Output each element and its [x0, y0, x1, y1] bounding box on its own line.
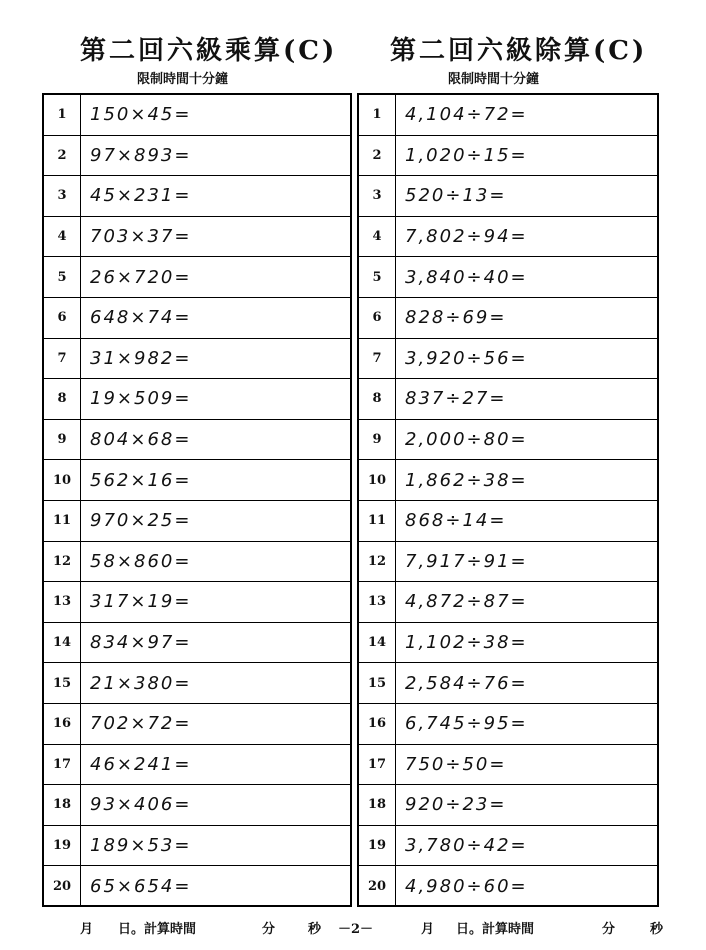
problem-number: 14	[52, 635, 72, 651]
problem-expression: 1,102÷38=	[405, 632, 528, 654]
division-problem-row	[359, 623, 657, 664]
problem-expression: 2,584÷76=	[405, 672, 528, 694]
division-problem-row	[359, 420, 657, 461]
division-problem-row	[359, 298, 657, 339]
problem-number: 12	[367, 553, 387, 569]
division-problem-row	[359, 663, 657, 704]
multiplication-problem-row	[44, 379, 350, 420]
problem-number: 8	[372, 391, 382, 407]
division-problem-row	[359, 704, 657, 745]
division-problem-row	[359, 339, 657, 380]
problem-number: 16	[52, 716, 72, 732]
division-problem-row	[359, 745, 657, 786]
problem-expression: 65×654=	[90, 876, 192, 898]
problem-expression: 562×16=	[90, 469, 192, 491]
multiplication-problem-row	[44, 136, 350, 177]
footer-right-seconds: 秒	[650, 922, 664, 937]
problem-expression: 6,745÷95=	[405, 713, 528, 735]
division-time-limit: 限制時間十分鐘	[448, 72, 540, 87]
footer-right-day-time: 日。計算時間	[456, 922, 535, 937]
division-problem-row	[359, 582, 657, 623]
multiplication-problem-row	[44, 420, 350, 461]
problem-expression: 834×97=	[90, 632, 192, 654]
division-problem-row	[359, 501, 657, 542]
problem-number: 1	[372, 107, 382, 123]
division-problem-row	[359, 217, 657, 258]
problem-expression: 45×231=	[90, 185, 192, 207]
problem-expression: 3,840÷40=	[405, 266, 528, 288]
problem-expression: 46×241=	[90, 753, 192, 775]
problem-number: 10	[52, 472, 72, 488]
problem-expression: 868÷14=	[405, 510, 507, 532]
problem-number: 3	[57, 188, 67, 204]
multiplication-problem-row	[44, 866, 350, 907]
problem-expression: 703×37=	[90, 226, 192, 248]
footer-left-month: 月	[80, 922, 94, 937]
problem-number: 15	[52, 675, 72, 691]
division-problem-row	[359, 826, 657, 867]
multiplication-problem-row	[44, 257, 350, 298]
problem-expression: 828÷69=	[405, 307, 507, 329]
multiplication-problem-row	[44, 176, 350, 217]
problem-number: 12	[52, 553, 72, 569]
multiplication-problem-row	[44, 785, 350, 826]
multiplication-problem-row	[44, 826, 350, 867]
problem-expression: 750÷50=	[405, 753, 507, 775]
problem-expression: 4,980÷60=	[405, 876, 528, 898]
multiplication-problem-row	[44, 663, 350, 704]
problem-expression: 7,802÷94=	[405, 226, 528, 248]
multiplication-problem-row	[44, 542, 350, 583]
problem-number: 7	[372, 350, 382, 366]
number-column-divider	[80, 95, 81, 905]
division-problem-row	[359, 542, 657, 583]
multiplication-problem-row	[44, 582, 350, 623]
multiplication-problem-row	[44, 623, 350, 664]
division-title: 第二回六級除算(C)	[390, 36, 648, 66]
problem-expression: 920÷23=	[405, 794, 507, 816]
footer-left-minutes: 分	[262, 922, 276, 937]
division-problem-row	[359, 136, 657, 177]
division-problem-row	[359, 379, 657, 420]
problem-number: 3	[372, 188, 382, 204]
multiplication-problem-row	[44, 298, 350, 339]
problem-expression: 31×982=	[90, 347, 192, 369]
division-table	[357, 93, 659, 907]
multiplication-problem-row	[44, 704, 350, 745]
multiplication-problem-row	[44, 745, 350, 786]
problem-expression: 648×74=	[90, 307, 192, 329]
problem-number: 7	[57, 350, 67, 366]
division-problem-row	[359, 866, 657, 907]
page-number: －2－	[338, 922, 374, 937]
problem-expression: 4,104÷72=	[405, 104, 528, 126]
problem-number: 17	[367, 756, 387, 772]
problem-number: 8	[57, 391, 67, 407]
problem-expression: 4,872÷87=	[405, 591, 528, 613]
multiplication-problem-row	[44, 217, 350, 258]
problem-expression: 21×380=	[90, 672, 192, 694]
problem-number: 20	[52, 879, 72, 895]
multiplication-title: 第二回六級乘算(C)	[80, 36, 338, 66]
division-problem-row	[359, 176, 657, 217]
problem-expression: 19×509=	[90, 388, 192, 410]
problem-number: 13	[367, 594, 387, 610]
multiplication-problem-row	[44, 95, 350, 136]
problem-expression: 702×72=	[90, 713, 192, 735]
problem-number: 6	[372, 310, 382, 326]
problem-number: 9	[57, 432, 67, 448]
footer-left-seconds: 秒	[308, 922, 322, 937]
multiplication-problem-row	[44, 460, 350, 501]
problem-expression: 26×720=	[90, 266, 192, 288]
problem-number: 5	[372, 269, 382, 285]
footer-right-minutes: 分	[602, 922, 616, 937]
problem-number: 9	[372, 432, 382, 448]
problem-number: 5	[57, 269, 67, 285]
problem-expression: 3,920÷56=	[405, 347, 528, 369]
problem-expression: 837÷27=	[405, 388, 507, 410]
multiplication-problem-row	[44, 501, 350, 542]
division-problem-row	[359, 257, 657, 298]
problem-expression: 7,917÷91=	[405, 550, 528, 572]
problem-number: 6	[57, 310, 67, 326]
problem-expression: 317×19=	[90, 591, 192, 613]
division-problem-row	[359, 95, 657, 136]
footer-left-day-time: 日。計算時間	[118, 922, 197, 937]
multiplication-problem-row	[44, 339, 350, 380]
problem-expression: 93×406=	[90, 794, 192, 816]
problem-number: 10	[367, 472, 387, 488]
multiplication-table	[42, 93, 352, 907]
problem-expression: 189×53=	[90, 834, 192, 856]
problem-number: 4	[57, 229, 67, 245]
problem-number: 1	[57, 107, 67, 123]
problem-expression: 2,000÷80=	[405, 429, 528, 451]
multiplication-time-limit: 限制時間十分鐘	[137, 72, 229, 87]
problem-expression: 97×893=	[90, 144, 192, 166]
problem-number: 15	[367, 675, 387, 691]
problem-number: 2	[57, 147, 67, 163]
problem-number: 19	[52, 837, 72, 853]
problem-number: 17	[52, 756, 72, 772]
problem-expression: 3,780÷42=	[405, 834, 528, 856]
problem-expression: 970×25=	[90, 510, 192, 532]
footer-right-month: 月	[421, 922, 435, 937]
division-problem-row	[359, 785, 657, 826]
problem-number: 16	[367, 716, 387, 732]
problem-number: 14	[367, 635, 387, 651]
problem-expression: 58×860=	[90, 550, 192, 572]
problem-expression: 520÷13=	[405, 185, 507, 207]
problem-number: 11	[367, 513, 387, 529]
problem-expression: 1,020÷15=	[405, 144, 528, 166]
problem-number: 18	[367, 797, 387, 813]
problem-expression: 804×68=	[90, 429, 192, 451]
problem-expression: 150×45=	[90, 104, 192, 126]
division-problem-row	[359, 460, 657, 501]
problem-number: 4	[372, 229, 382, 245]
problem-number: 11	[52, 513, 72, 529]
problem-number: 2	[372, 147, 382, 163]
problem-number: 18	[52, 797, 72, 813]
problem-number: 19	[367, 837, 387, 853]
problem-number: 13	[52, 594, 72, 610]
problem-expression: 1,862÷38=	[405, 469, 528, 491]
number-column-divider	[395, 95, 396, 905]
problem-number: 20	[367, 879, 387, 895]
